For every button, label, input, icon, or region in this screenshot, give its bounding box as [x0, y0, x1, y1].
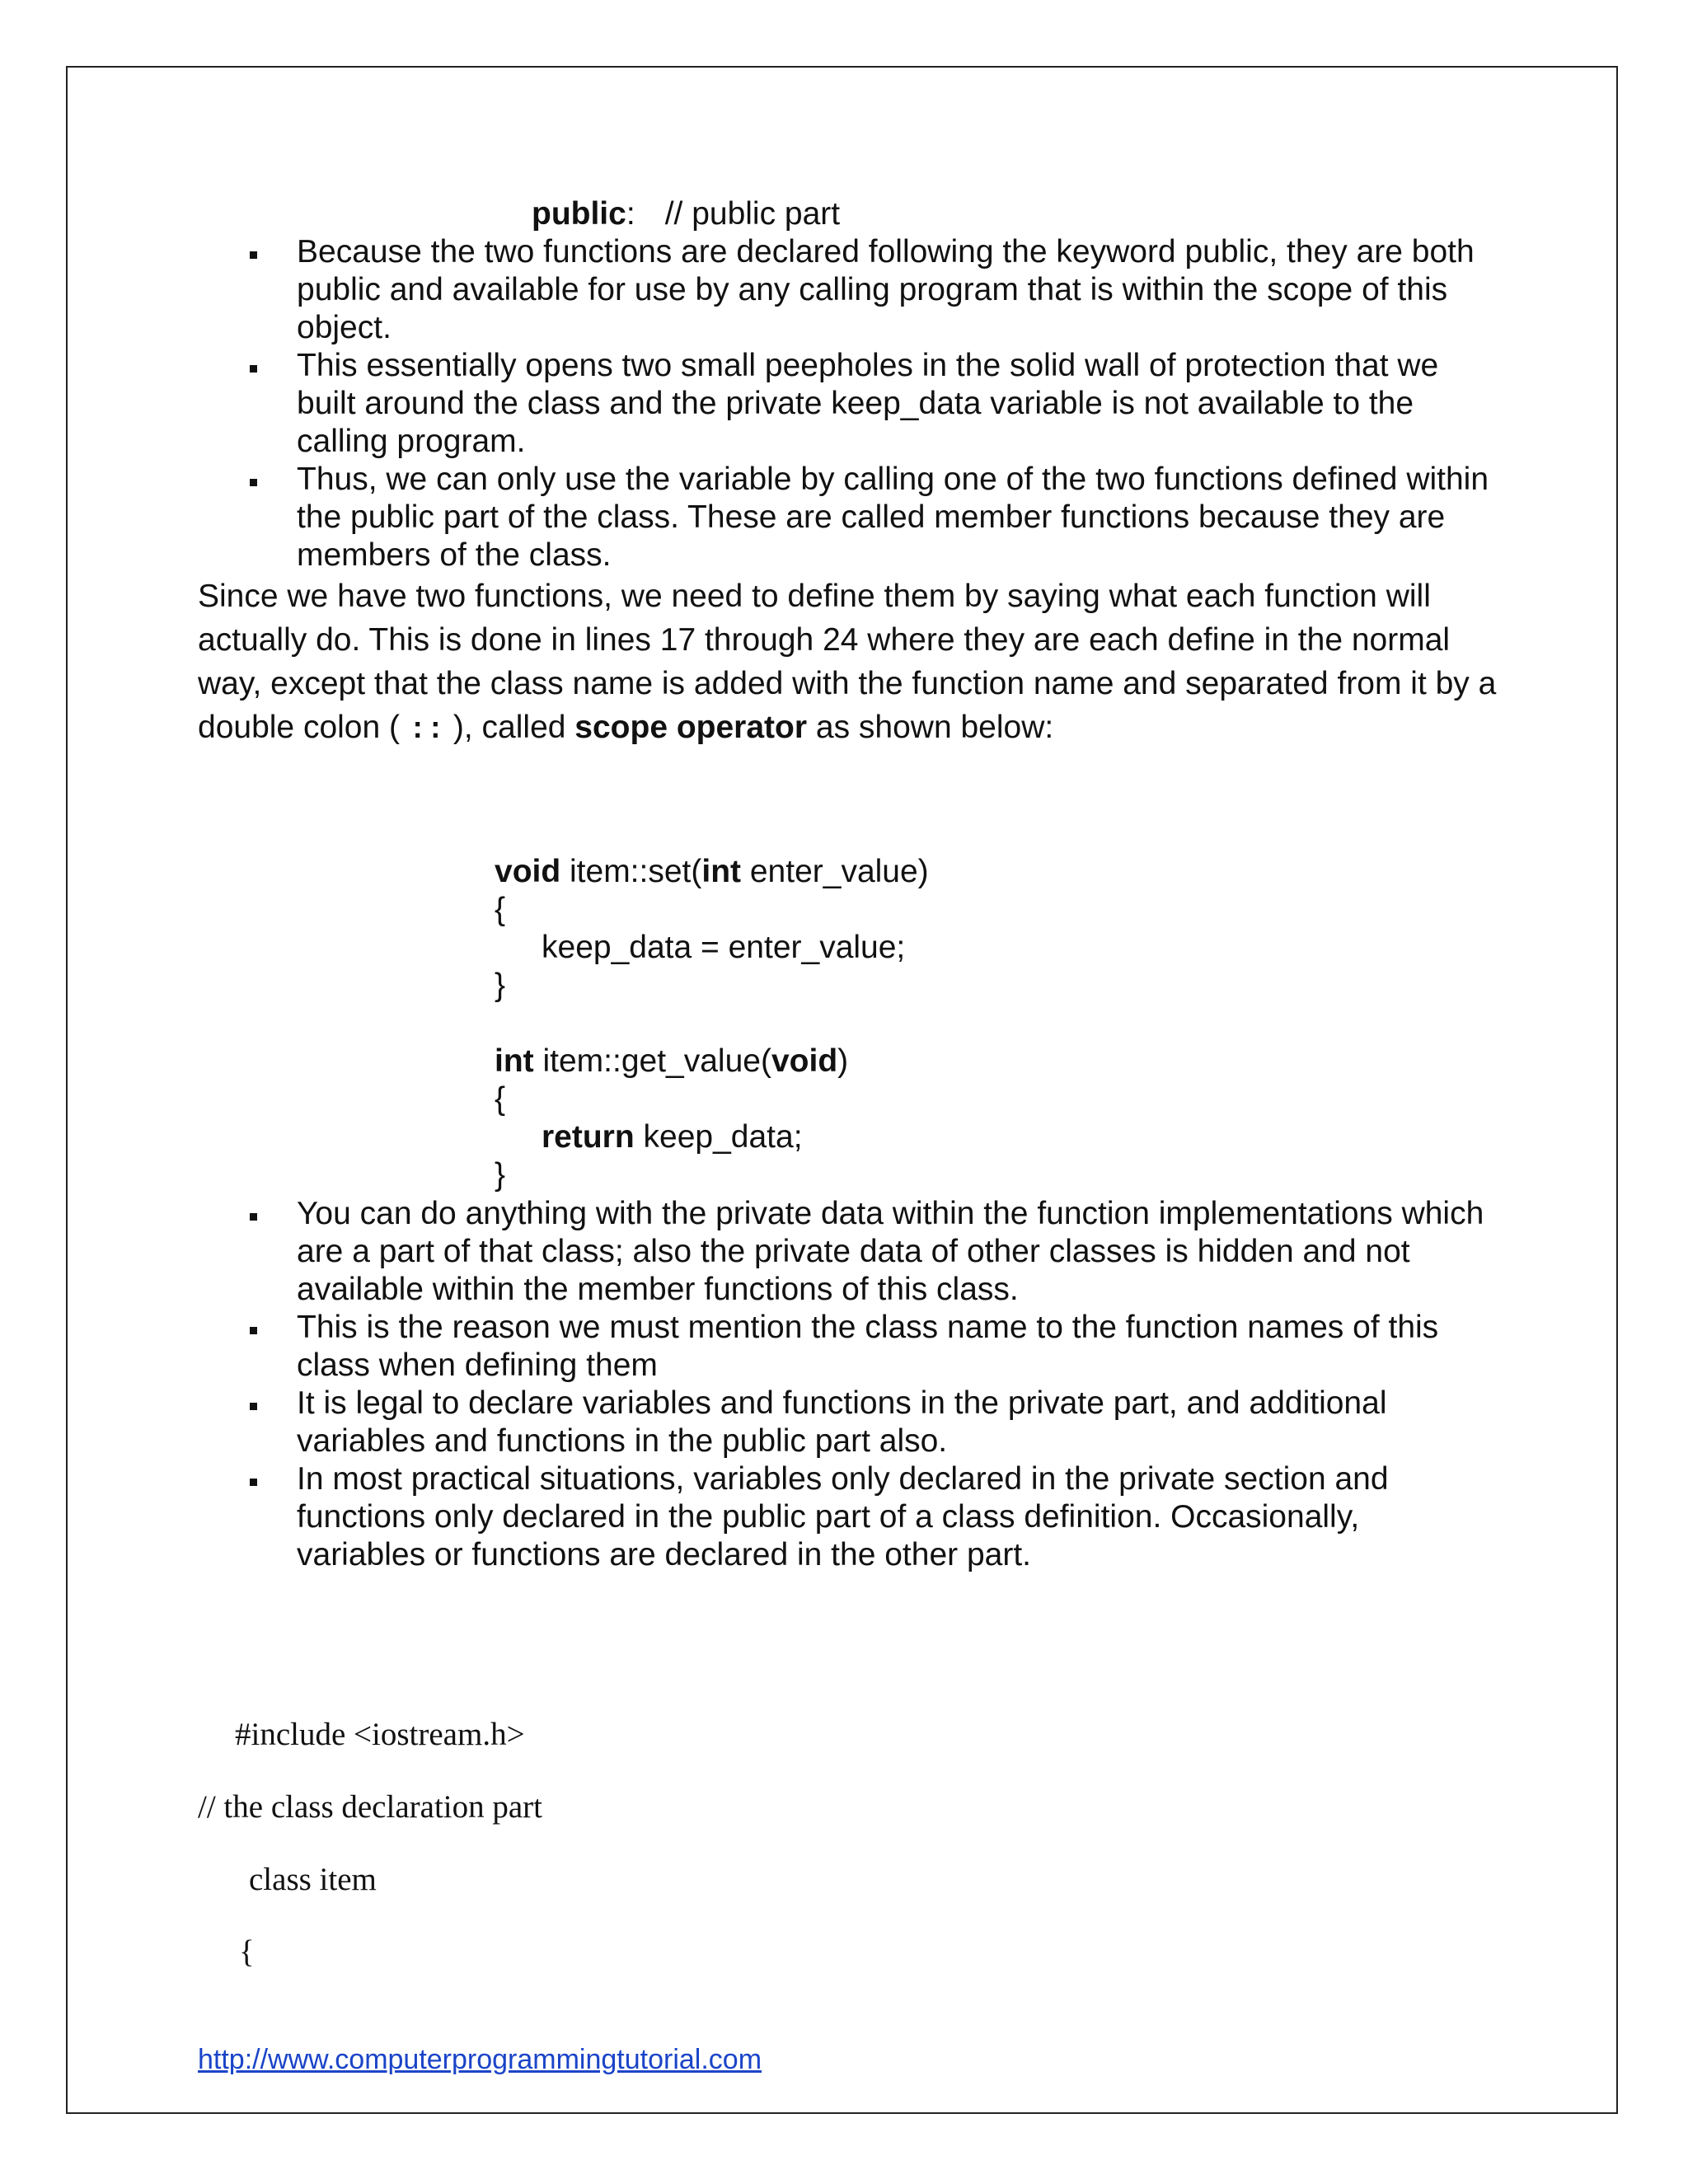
bullet-marker: [250, 1213, 257, 1221]
listing-comment-line: // the class declaration part: [198, 1789, 542, 1825]
code-line-get-signature: [495, 1043, 848, 1080]
body-paragraph: [198, 574, 1517, 752]
bullet-marker: [250, 251, 257, 259]
bullet-marker: [250, 479, 257, 486]
paragraph-text-start: Since we have two functions, we need to define them by saying what each function will actually do. This is done in lines 17 through 24 where they are each define in the normal way, except that the class name is added with the function name and separated from it by a double colon (: [198, 579, 1497, 745]
bullet-marker: [250, 1327, 257, 1334]
listing-open-brace: {: [239, 1934, 255, 1970]
code-open-brace: {: [495, 892, 506, 927]
code-keyword-void: void: [495, 854, 561, 889]
code-return-value: keep_data;: [634, 1119, 803, 1155]
code-keyword-int: int: [701, 854, 742, 889]
bullet-marker: [250, 1403, 257, 1410]
bullet-item: This essentially opens two small peepholes in the solid wall of protection that we built around the class and the private keep_data variable is not available to the calling program.: [297, 348, 1439, 459]
code-line-return: [542, 1118, 803, 1156]
bullet-marker: [250, 1479, 257, 1486]
code-line-set-body: keep_data = enter_value;: [542, 930, 906, 965]
code-close-brace: }: [495, 1157, 506, 1193]
scope-operator-symbol: ::: [408, 713, 445, 747]
public-label-line: [532, 195, 840, 233]
code-keyword-void: void: [771, 1043, 838, 1079]
bullet-item: Because the two functions are declared following the keyword public, they are both public and available for use by any calling program that is within the scope of this object.: [297, 234, 1475, 345]
bullet-item: You can do anything with the private data within the function implementations which are a part of that class; also the private data of other classes is hidden and not available within the member functions of this class.: [297, 1196, 1484, 1307]
bullet-item: This is the reason we must mention the class name to the function names of this class when defining them: [297, 1310, 1439, 1383]
paragraph-text-end: as shown below:: [807, 710, 1054, 745]
code-line-set-signature: [495, 853, 929, 891]
public-colon: :: [626, 196, 635, 232]
public-comment: // public part: [664, 196, 841, 232]
bullet-item: In most practical situations, variables only declared in the private section and functions only declared in the public part of a class definition. Occasionally, variables or functions are declared in the other part.: [297, 1461, 1389, 1572]
code-function-name: item::set(: [560, 854, 702, 889]
listing-class-line: class item: [249, 1862, 377, 1897]
code-keyword-int: int: [495, 1043, 534, 1079]
bullet-item: It is legal to declare variables and functions in the private part, and additional variables and functions in the public part also.: [297, 1385, 1387, 1459]
code-parameter: enter_value): [741, 854, 929, 889]
bullet-marker: [250, 365, 257, 373]
bullet-item: Thus, we can only use the variable by calling one of the two functions defined within the public part of the class. These are called member functions because they are members of the class.: [297, 462, 1489, 573]
code-open-brace: {: [495, 1081, 506, 1117]
footer-website-link[interactable]: http://www.computerprogrammingtutorial.com: [198, 2044, 762, 2075]
code-paren: ): [837, 1043, 849, 1079]
listing-include-line: #include <iostream.h>: [235, 1717, 525, 1752]
code-function-name: item::get_value(: [533, 1043, 771, 1079]
code-keyword-return: return: [542, 1119, 635, 1155]
paragraph-text-middle: ), called: [444, 710, 575, 745]
scope-operator-term: scope operator: [574, 710, 808, 745]
code-close-brace: }: [495, 968, 506, 1003]
public-keyword: public: [532, 196, 626, 232]
